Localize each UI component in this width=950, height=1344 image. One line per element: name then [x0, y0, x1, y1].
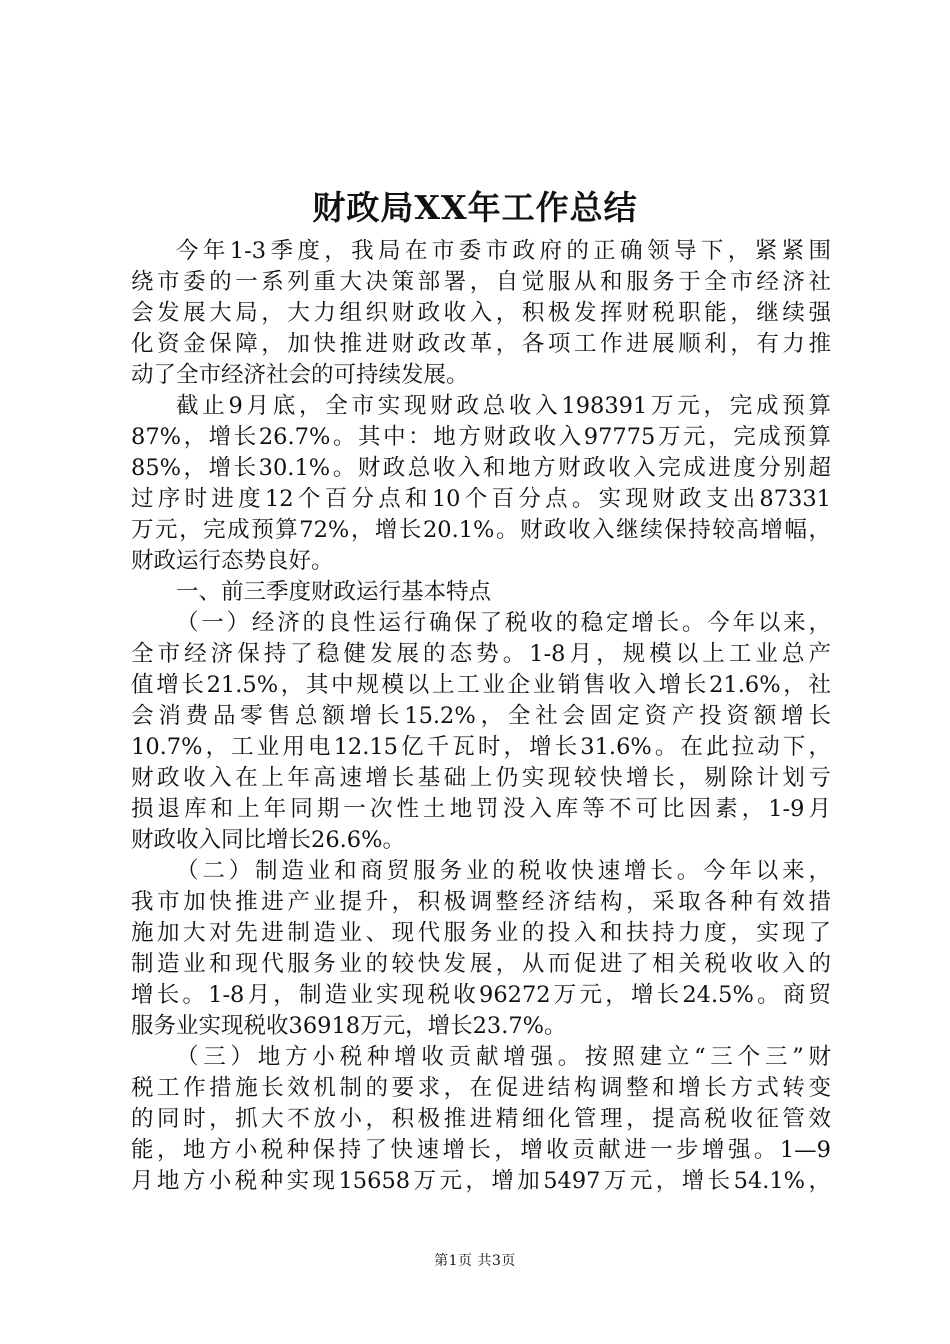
paragraph-line: 服务业实现税收36918万元，增长23.7%。 [131, 1013, 567, 1039]
paragraph-line: 财政收入同比增长26.6%。 [131, 827, 405, 853]
paragraph-line: 动了全市经济社会的可持续发展。 [131, 362, 469, 388]
paragraph-line: 化资金保障，加快推进财政改革，各项工作进展顺利，有力推 [131, 331, 831, 357]
section-heading-text: 一、前三季度财政运行基本特点 [176, 579, 492, 605]
document-body [131, 236, 831, 1197]
paragraph-line: （一）经济的良性运行确保了税收的稳定增长。今年以来， [176, 610, 831, 636]
paragraph-item-3 [131, 1042, 831, 1197]
paragraph-line: 会消费品零售总额增长15.2%，全社会固定资产投资额增长 [131, 703, 831, 729]
paragraph-intro [131, 236, 831, 391]
section-heading [131, 577, 831, 608]
paragraph-line: 财政运行态势良好。 [131, 548, 334, 574]
paragraph-line: 财政收入在上年高速增长基础上仍实现较快增长，剔除计划亏 [131, 765, 831, 791]
paragraph-line: 绕市委的一系列重大决策部署，自觉服从和服务于全市经济社 [131, 269, 831, 295]
paragraph-line: （二）制造业和商贸服务业的税收快速增长。今年以来， [176, 858, 831, 884]
paragraph-line: （三）地方小税种增收贡献增强。按照建立“三个三”财 [176, 1044, 831, 1070]
paragraph-line: 85%，增长30.1%。财政总收入和地方财政收入完成进度分别超 [131, 455, 831, 481]
page-number-footer: 第1页 共3页 [434, 1253, 516, 1269]
paragraph-line: 的同时，抓大不放小，积极推进精细化管理，提高税收征管效 [131, 1106, 831, 1132]
paragraph-line: 值增长21.5%，其中规模以上工业企业销售收入增长21.6%，社 [131, 672, 831, 698]
paragraph-line: 损退库和上年同期一次性土地罚没入库等不可比因素，1-9月 [131, 796, 831, 822]
paragraph-item-2 [131, 856, 831, 1042]
paragraph-line: 会发展大局，大力组织财政收入，积极发挥财税职能，继续强 [131, 300, 831, 326]
paragraph-line: 10.7%，工业用电12.15亿千瓦时，增长31.6%。在此拉动下， [131, 734, 831, 760]
paragraph-line: 过序时进度12个百分点和10个百分点。实现财政支出87331 [131, 486, 831, 512]
paragraph-line: 增长。1-8月，制造业实现税收96272万元，增长24.5%。商贸 [131, 982, 831, 1008]
paragraph-revenue-summary [131, 391, 831, 577]
paragraph-line: 截止9月底，全市实现财政总收入198391万元，完成预算 [176, 393, 831, 419]
paragraph-line: 月地方小税种实现15658万元，增加5497万元，增长54.1%， [131, 1168, 831, 1194]
paragraph-line: 能，地方小税种保持了快速增长，增收贡献进一步增强。1—9 [131, 1137, 831, 1163]
paragraph-line: 万元，完成预算72%，增长20.1%。财政收入继续保持较高增幅， [131, 517, 831, 543]
paragraph-item-1 [131, 608, 831, 856]
paragraph-line: 今年1-3季度，我局在市委市政府的正确领导下，紧紧围 [176, 238, 831, 264]
paragraph-line: 我市加快推进产业提升，积极调整经济结构，采取各种有效措 [131, 889, 831, 915]
paragraph-line: 税工作措施长效机制的要求，在促进结构调整和增长方式转变 [131, 1075, 831, 1101]
document-title: 财政局XX年工作总结 [312, 188, 638, 227]
paragraph-line: 施加大对先进制造业、现代服务业的投入和扶持力度，实现了 [131, 920, 831, 946]
paragraph-line: 制造业和现代服务业的较快发展，从而促进了相关税收收入的 [131, 951, 831, 977]
paragraph-line: 87%，增长26.7%。其中：地方财政收入97775万元，完成预算 [131, 424, 831, 450]
paragraph-line: 全市经济保持了稳健发展的态势。1-8月，规模以上工业总产 [131, 641, 831, 667]
